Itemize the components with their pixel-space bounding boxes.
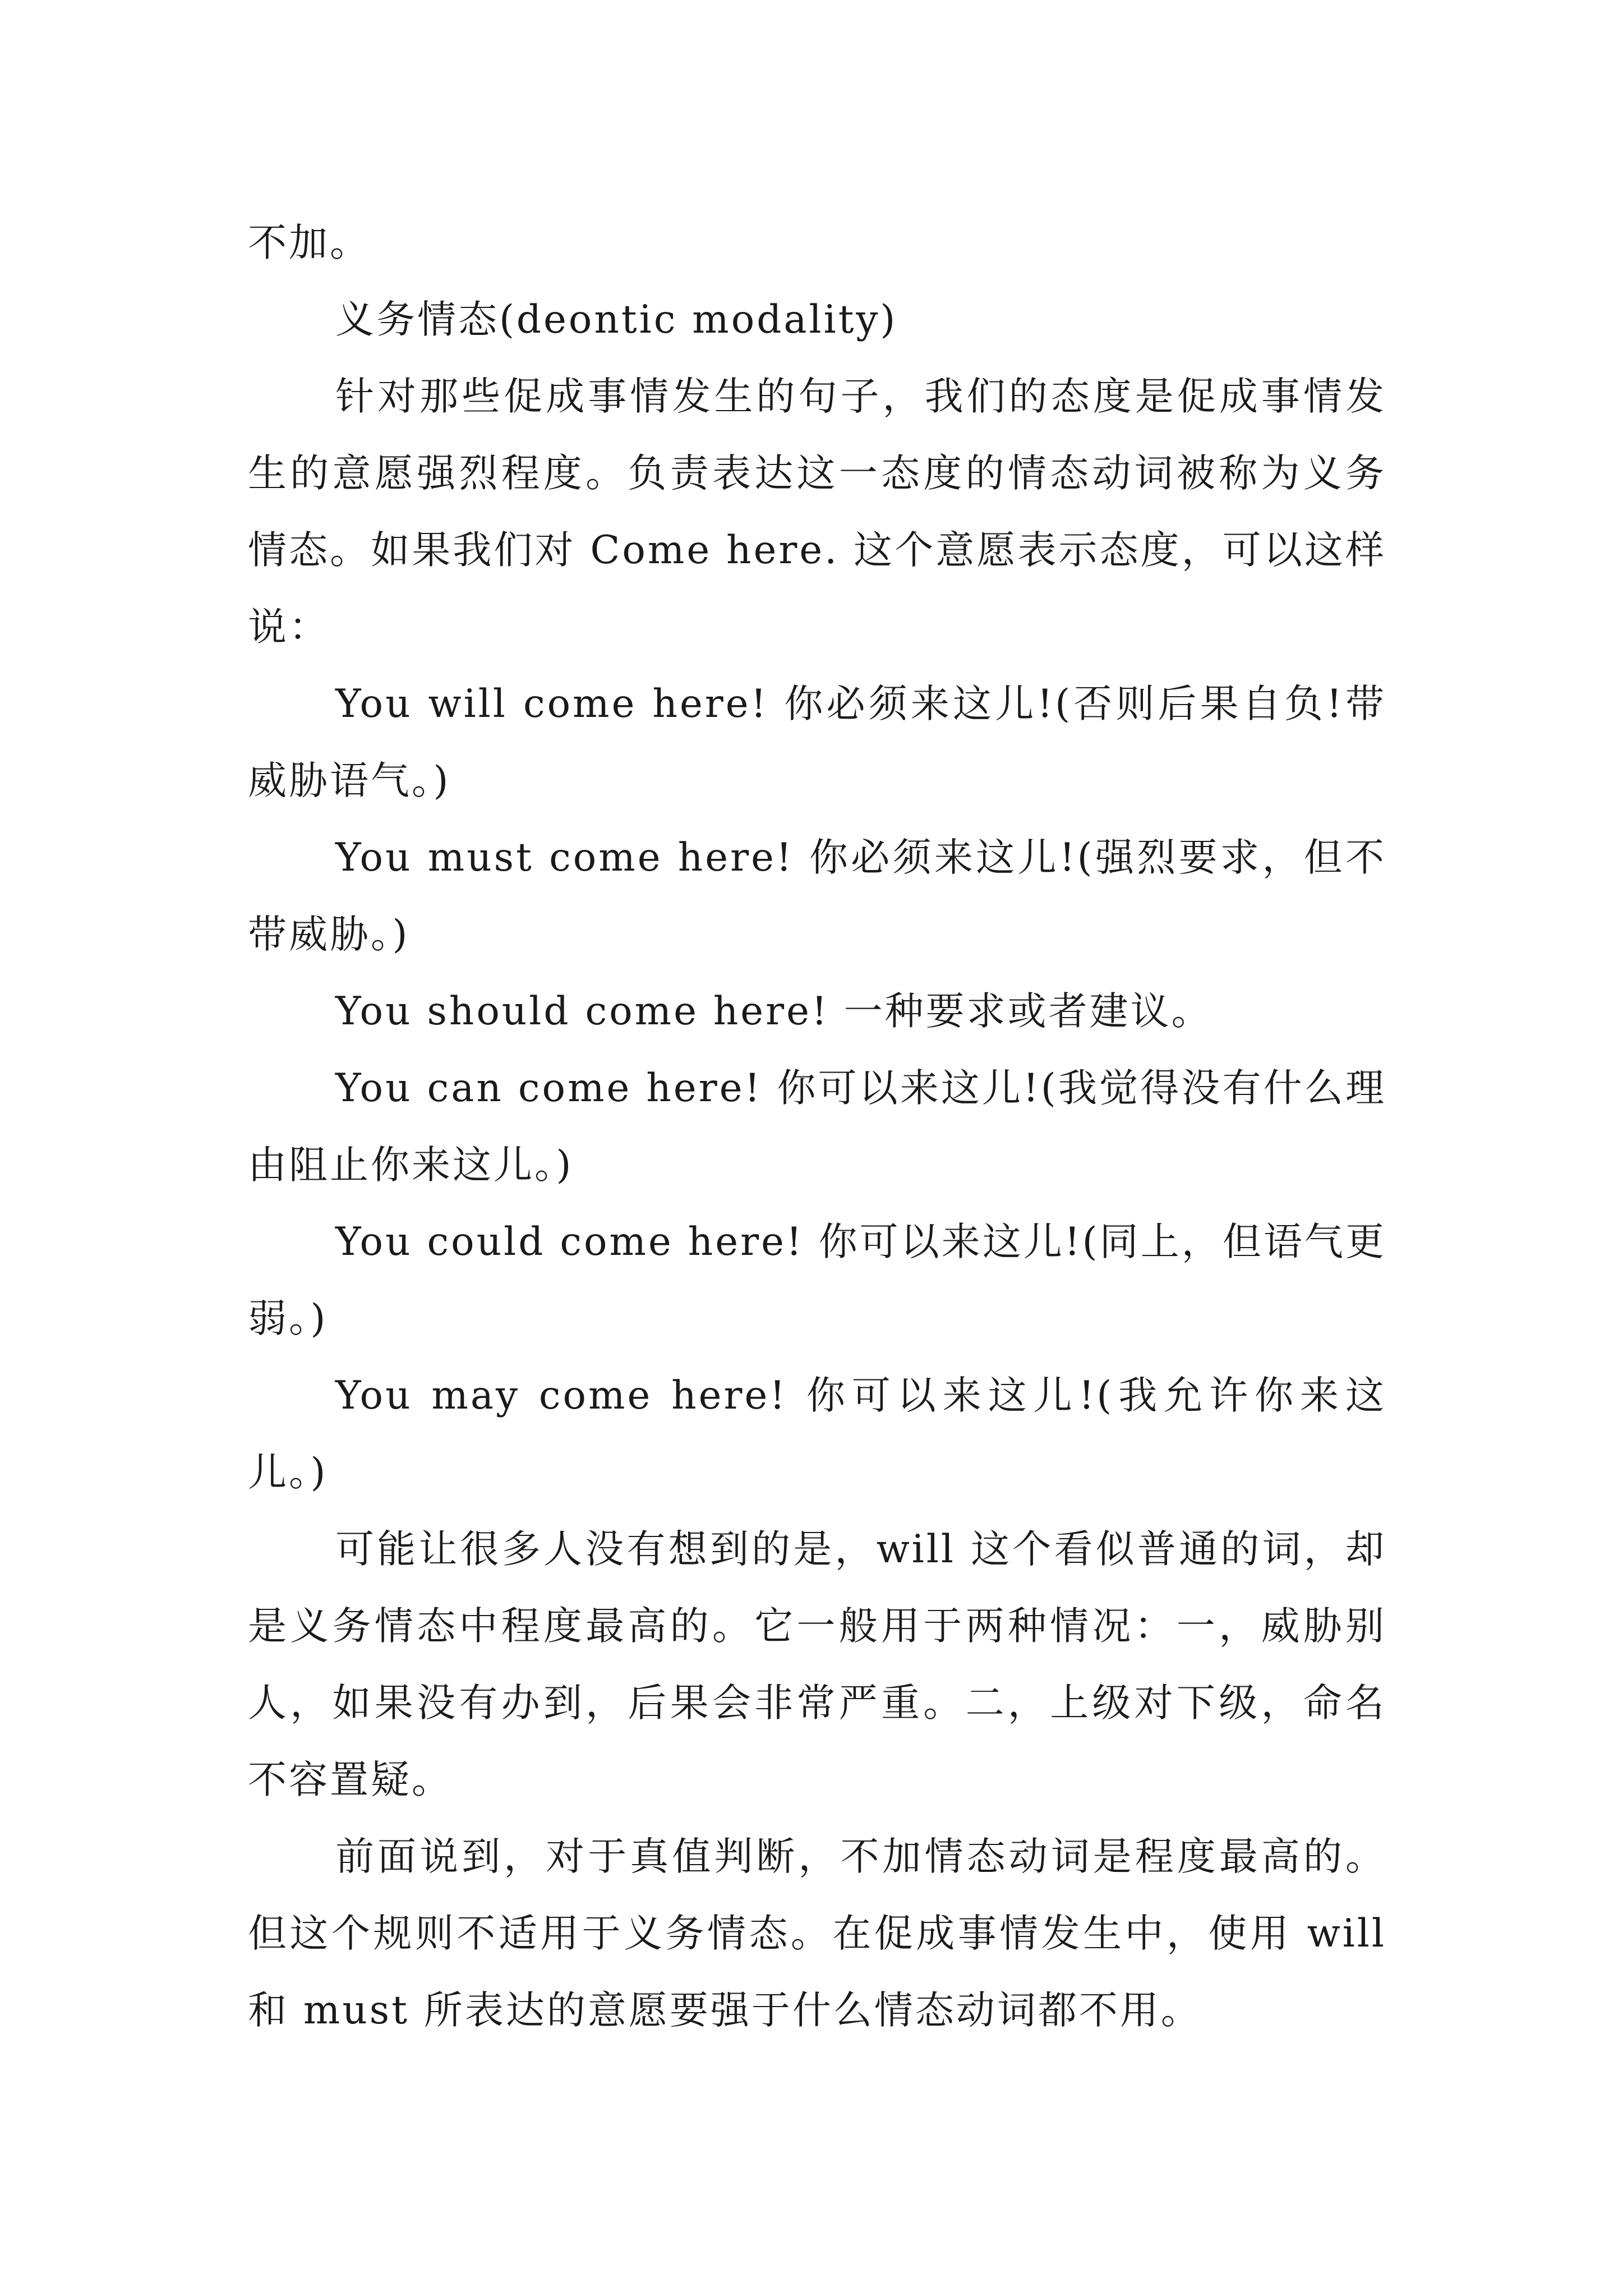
paragraph-rule-exception: 前面说到，对于真值判断，不加情态动词是程度最高的。但这个规则不适用于义务情态。在促成事情发生中，使用 will 和 must 所表达的意愿要强于什么情态动词都不用。 — [248, 1834, 1386, 2033]
example-could: You could come here! 你可以来这儿!(同上，但语气更弱。) — [248, 1220, 1386, 1341]
example-will: You will come here! 你必须来这儿!(否则后果自负!带威胁语气。) — [248, 682, 1386, 803]
example-may: You may come here! 你可以来这儿!(我允许你来这儿。) — [248, 1373, 1386, 1495]
document-body — [248, 205, 1386, 2049]
section-heading-deontic-modality: 义务情态(deontic modality) — [335, 297, 898, 342]
example-should: You should come here! 一种要求或者建议。 — [335, 989, 1212, 1034]
paragraph-will-strongest: 可能让很多人没有想到的是，will 这个看似普通的词，却是义务情态中程度最高的。它一般用于两种情况：一，威胁别人，如果没有办到，后果会非常严重。二，上级对下级，命名不容置疑。 — [248, 1527, 1386, 1802]
paragraph-continuation: 不加。 — [248, 220, 371, 265]
example-can: You can come here! 你可以来这儿!(我觉得没有什么理由阻止你来这儿。) — [248, 1066, 1386, 1188]
example-must: You must come here! 你必须来这儿!(强烈要求，但不带威胁。) — [248, 835, 1386, 957]
paragraph-deontic-intro: 针对那些促成事情发生的句子，我们的态度是促成事情发生的意愿强烈程度。负责表达这一态度的情态动词被称为义务情态。如果我们对 Come here. 这个意愿表示态度，可以这样说： — [248, 374, 1386, 650]
